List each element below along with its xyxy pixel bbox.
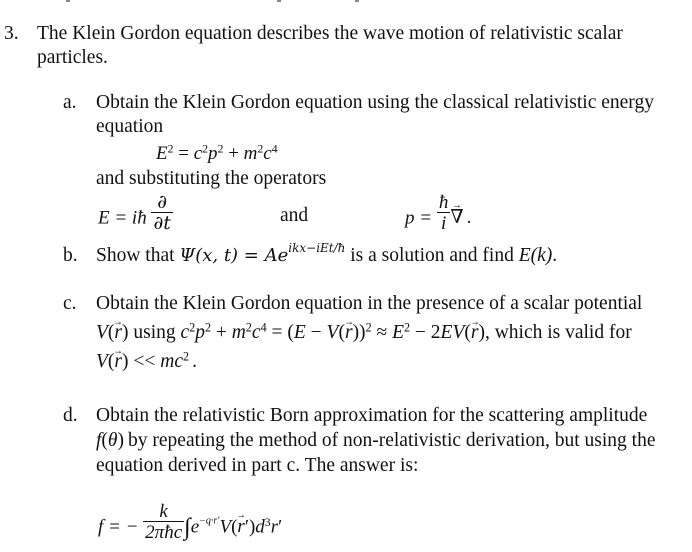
problem-number: 3. <box>4 23 19 44</box>
energy-equation: $E^2 = c^2p^2 + m^2c^4$ <box>156 142 278 164</box>
part-a-text-line1: Obtain the Klein Gordon equation using the classical relativistic energy <box>96 92 654 113</box>
born-amplitude-formula: f = − $\frac{k}{\text{2πħc}}$ $\int e^{-q\cdot r'}V(\to r')d^3r'$ <box>98 502 282 542</box>
partial-t-fraction: $\frac{\partial}{\partial t}$ <box>153 191 171 234</box>
nabla-vector: → ∇ <box>450 206 463 229</box>
part-a-text-line3: and substituting the operators <box>96 168 327 189</box>
part-b-text: Show that Ψ(x, $t) = Ae^{ikx-iEt/ħ}$ is a solution and find E(k). <box>96 241 558 266</box>
part-c-text-line3: $V(\to r) << mc^2$ . <box>96 351 197 373</box>
part-c-text-line2: V(→ r) using $c^2p^2 + m^2c^4 = (E - V(\to r))^2 \approx E^2 - 2EV(\to r)$, which is valid for <box>96 322 632 344</box>
hbar-over-i-fraction: $\frac{ħ}{i}$ <box>438 192 449 234</box>
part-c-text-line1: Obtain the Klein Gordon equation in the presence of a scalar potential <box>96 293 643 314</box>
integral-sign: ∫ <box>184 514 191 541</box>
part-a-text-line2: equation <box>96 116 164 137</box>
part-c-label: c. <box>63 293 77 314</box>
cutoff-mark <box>355 0 359 2</box>
part-d-text-line1: Obtain the relativistic Born approximation for the scattering amplitude <box>96 405 648 426</box>
cutoff-mark <box>66 0 70 2</box>
problem-intro-line2: particles. <box>37 47 108 68</box>
cutoff-mark <box>277 0 281 2</box>
problem-intro-line1: The Klein Gordon equation describes the wave motion of relativistic scalar <box>37 23 623 44</box>
connector-and: and <box>280 205 309 226</box>
energy-operator: E = iħ $\frac{\partial}{\partial t}$ <box>98 191 171 234</box>
part-b-label: b. <box>63 245 78 266</box>
part-d-label: d. <box>63 405 78 426</box>
momentum-operator: p = $\frac{ħ}{i}$ → ∇ . <box>405 193 471 233</box>
k-over-2pi-hbar-c: $\frac{k}{\text{2πħc}}$ <box>145 501 183 543</box>
part-d-text-line2: f(θ) by repeating the method of non-relativistic derivation, but using the <box>96 430 656 451</box>
part-d-text-line3: equation derived in part c. The answer is: <box>96 455 419 476</box>
part-a-label: a. <box>63 92 77 113</box>
